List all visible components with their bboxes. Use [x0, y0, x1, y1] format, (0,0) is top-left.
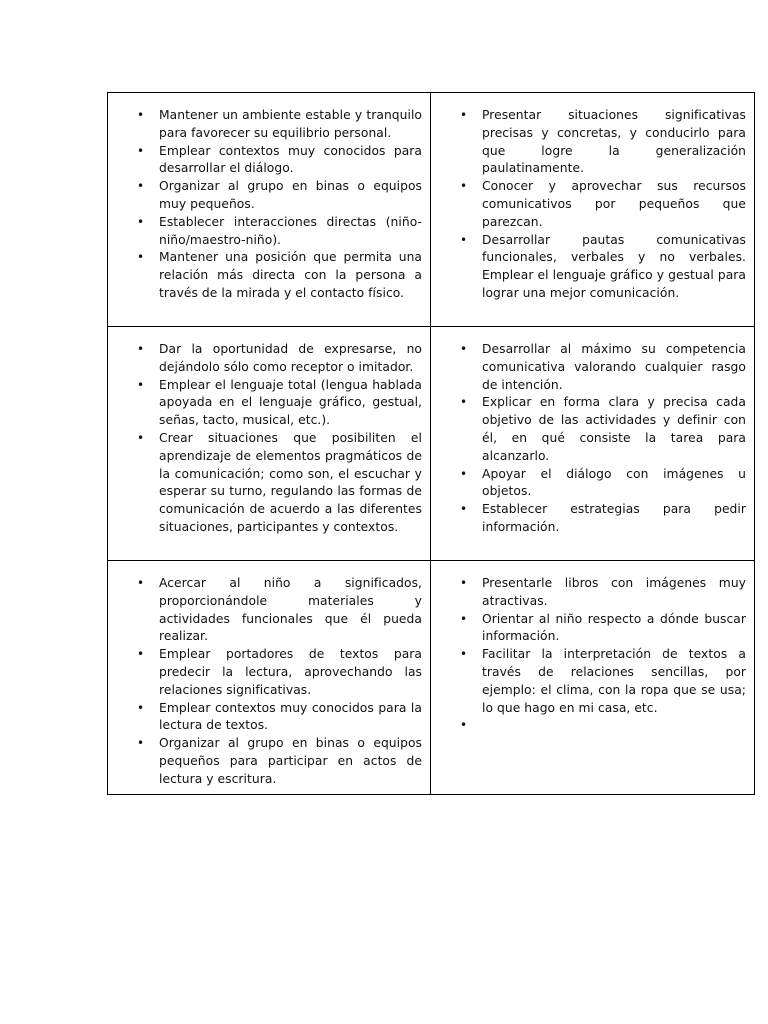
bullet-list	[108, 107, 422, 303]
bullet-icon: •	[137, 576, 145, 590]
list-item: • Presentarle libros con imágenes muy atractivas.	[460, 576, 746, 608]
list-item: • Conocer y aprovechar sus recursos comunicativos por pequeños que parezcan.	[460, 179, 746, 229]
bullet-icon: •	[137, 700, 145, 715]
bullet-icon: •	[137, 647, 145, 662]
list-item: • Facilitar la interpretación de textos a través de relaciones sencillas, por ejemplo: el clima, con la ropa que se usa; lo que hago en mi casa, etc.	[460, 647, 746, 715]
bullet-icon: •	[460, 647, 468, 662]
bullet-list	[108, 575, 422, 789]
list-item: • Dar la oportunidad de expresarse, no dejándolo sólo como receptor o imitador.	[137, 342, 422, 374]
list-item: • Orientar al niño respecto a dónde buscar información.	[460, 611, 746, 644]
bullet-icon: •	[460, 108, 468, 122]
list-item: • Desarrollar pautas comunicativas funcionales, verbales y no verbales. Emplear el lenguaje gráfico y gestual para lograr una mejor comunicación.	[460, 232, 746, 300]
table-cell-right	[431, 561, 755, 795]
bullet-icon: •	[460, 395, 468, 410]
list-item: • Emplear contextos muy conocidos para desarrollar el diálogo.	[137, 143, 422, 176]
list-item: • Mantener un ambiente estable y tranquilo para favorecer su equilibrio personal.	[137, 108, 422, 140]
bullet-icon: •	[460, 179, 468, 194]
table-row	[108, 93, 755, 327]
bullet-icon: •	[460, 611, 468, 626]
bullet-icon: •	[137, 214, 145, 229]
table-row	[108, 327, 755, 561]
table-cell-left	[108, 561, 431, 795]
bullet-icon: •	[137, 108, 145, 122]
table-row	[108, 561, 755, 795]
list-item: • Organizar al grupo en binas o equipos pequeños para participar en actos de lectura y escritura.	[137, 736, 422, 786]
bullet-list	[108, 341, 422, 537]
bullet-icon: •	[460, 232, 468, 247]
bullet-icon: •	[137, 250, 145, 265]
bullet-icon: •	[460, 342, 468, 356]
bullet-icon: •	[460, 502, 468, 517]
bullet-icon: •	[137, 736, 145, 751]
table-cell-right	[431, 327, 755, 561]
bullet-icon: •	[137, 342, 145, 356]
list-item: • Emplear el lenguaje total (lengua hablada apoyada en el lenguaje gráfico, gestual, señas, tacto, musical, etc.).	[137, 377, 422, 428]
table-cell-right	[431, 93, 755, 327]
bullet-icon: •	[460, 576, 468, 590]
list-item	[431, 717, 746, 735]
bullet-icon: •	[460, 466, 468, 481]
list-item: • Organizar al grupo en binas o equipos muy pequeños.	[137, 179, 422, 211]
bullet-list	[431, 341, 746, 537]
bullet-icon: •	[460, 718, 468, 733]
list-item: • Acercar al niño a significados, proporcionándole materiales y actividades funcionales que él pueda realizar.	[137, 576, 422, 644]
list-item: • Presentar situaciones significativas precisas y concretas, y conducirlo para que logre la generalización paulatinamente.	[460, 108, 746, 176]
bullet-icon: •	[137, 143, 145, 158]
bullet-list	[431, 575, 746, 735]
strategies-table	[107, 92, 755, 795]
list-item: • Apoyar el diálogo con imágenes u objetos.	[460, 466, 746, 499]
bullet-icon: •	[137, 430, 145, 445]
bullet-icon: •	[137, 179, 145, 194]
list-item: • Mantener una posición que permita una relación más directa con la persona a través de la mirada y el contacto físico.	[137, 250, 422, 300]
bullet-list	[431, 107, 746, 303]
list-item: • Crear situaciones que posibiliten el aprendizaje de elementos pragmáticos de la comunicación; como son, el escuchar y esperar su turno, regulando las formas de comunicación de acuerdo a las diferentes situaciones, participantes y contextos.	[137, 430, 422, 534]
table-cell-left	[108, 93, 431, 327]
list-item: • Emplear contextos muy conocidos para la lectura de textos.	[137, 700, 422, 733]
table-cell-left	[108, 327, 431, 561]
list-item: • Emplear portadores de textos para predecir la lectura, aprovechando las relaciones significativas.	[137, 647, 422, 697]
list-item: • Desarrollar al máximo su competencia comunicativa valorando cualquier rasgo de intención.	[460, 342, 746, 392]
list-item: • Establecer interacciones directas (niño-niño/maestro-niño).	[137, 214, 422, 247]
list-item: • Establecer estrategias para pedir información.	[460, 502, 746, 534]
list-item: • Explicar en forma clara y precisa cada objetivo de las actividades y definir con él, en qué consiste la tarea para alcanzarlo.	[460, 395, 746, 463]
bullet-icon: •	[137, 377, 145, 392]
